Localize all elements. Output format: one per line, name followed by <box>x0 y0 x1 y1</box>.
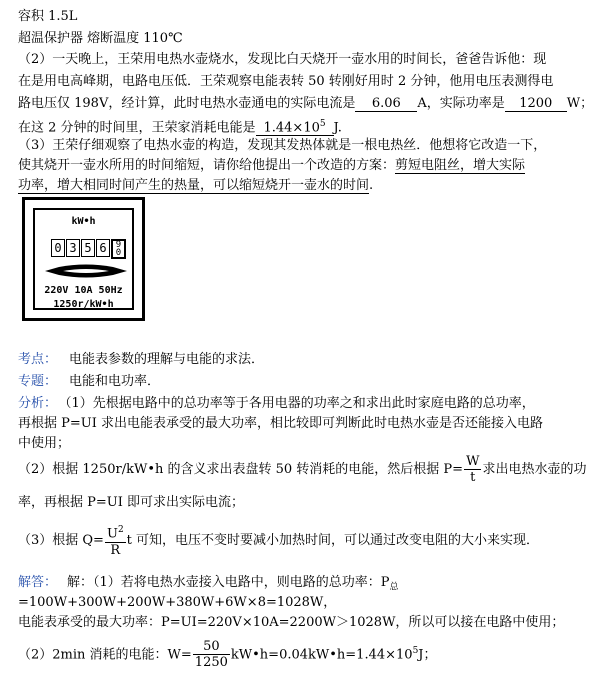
question-2-line-2: 在是用电高峰期，电路电压低．王荣观察电能表转 50 转刚好用时 2 分钟，他用电压表测得电 <box>18 74 554 89</box>
answer-current: 6.06 <box>355 96 417 112</box>
question-3-line-3: 功率，增大相同时间产生的热量，可以缩短烧开一壶水的时间. <box>18 178 374 193</box>
spec-volume: 容积 1.5L <box>18 9 78 24</box>
solution-line-4: （2）2min 消耗的电能：W= $\frac{50}{1250}$ $kW•h=0.04kW•h=1.44\times 10^5J$； <box>18 639 437 671</box>
analysis-line-3: 中使用； <box>18 436 71 451</box>
topic: 专题： 电能和电功率． <box>18 374 161 389</box>
answer-plan-part2: 功率，增大相同时间产生的热量，可以缩短烧开一壶水的时间 <box>18 178 370 193</box>
meter-digit: 0 <box>51 239 65 257</box>
solution-line-1: 解答： 解：（1）若将电热水壶接入电路中，则电路的总功率：$P_总$ <box>18 575 399 593</box>
fraction-50-over-1250: $\frac{50}{1250}$ <box>194 639 228 671</box>
energy-meter <box>22 197 145 321</box>
fraction-u2-over-r: $\frac{U^2}{R}$ <box>106 525 124 558</box>
question-3-line-1: （3）王荣仔细观察了电热水壶的构造，发现其发热体就是一根电热丝．他想将它改造一下， <box>18 138 547 153</box>
meter-digit: 6 <box>96 239 110 257</box>
fraction-w-over-t: $\frac{W}{t}$ <box>466 454 480 485</box>
answer-energy: $1.44\times 10^5$ <box>256 117 334 136</box>
analysis-line-1: 分析： （1）先根据电路中的总功率等于各用电器的功率之和求出此时家庭电路的总功率， <box>18 396 535 411</box>
solution-line-2: =100W+300W+200W+380W+6W×8=1028W， <box>18 595 337 610</box>
meter-disc-icon <box>43 263 129 279</box>
question-3-line-2: 使其烧开一壶水所用的时间缩短，请你给他提出一个改造的方案：剪短电阻丝，增大实际 <box>18 158 526 173</box>
solution-line-3: 电能表承受的最大功率：P=UI=220V×10A=2200W＞1028W，所以可以接在电路中使用； <box>18 615 565 630</box>
answer-power: 1200 <box>505 96 567 112</box>
question-2-line-1: （2）一天晚上，王荣用电热水壶烧水，发现比白天烧开一壶水用的时间长，爸爸告诉他：现 <box>18 52 547 67</box>
analysis-part-2: （2）根据 1250r/kW•h 的含义求出表盘转 50 转消耗的电能，然后根据 P= $\frac{W}{t}$ 求出电热水壶的功 <box>18 454 587 485</box>
meter-rate: 1250r/kW•h <box>53 299 114 310</box>
analysis-part-2-cont: 率，再根据 P=UI 即可求出实际电流； <box>18 495 244 510</box>
meter-unit: kW•h <box>71 216 96 227</box>
question-2-line-4: 在这 2 分钟的时间里，王荣家消耗电能是 $1.44\times 10^5$ J. <box>18 119 342 136</box>
meter-digits <box>51 239 127 259</box>
answer-plan-part1: 剪短电阻丝，增大实际 <box>395 158 526 173</box>
meter-digit: 5 <box>81 239 95 257</box>
question-2-line-3: 路电压仅 198V，经计算，此时电热水壶通电的实际电流是 6.06 A，实际功率是 1200 W； <box>18 96 593 111</box>
meter-panel <box>33 208 134 310</box>
knowledge-point: 考点： 电能表参数的理解与电能的求法． <box>18 352 265 367</box>
meter-spec: 220V 10A 50Hz <box>44 285 123 296</box>
meter-digit-tenth: 9 0 <box>111 239 126 259</box>
meter-digit: 3 <box>66 239 80 257</box>
analysis-line-2: 再根据 P=UI 求出电能表承受的最大功率，相比较即可判断此时电热水壶是否还能接入电路 <box>18 416 543 431</box>
spec-protector: 超温保护器 熔断温度 110℃ <box>18 31 183 46</box>
analysis-part-3: （3）根据 Q= $\frac{U^2}{R}$ t 可知，电压不变时要减小加热时间，可以通过改变电阻的大小来实现． <box>18 525 540 558</box>
